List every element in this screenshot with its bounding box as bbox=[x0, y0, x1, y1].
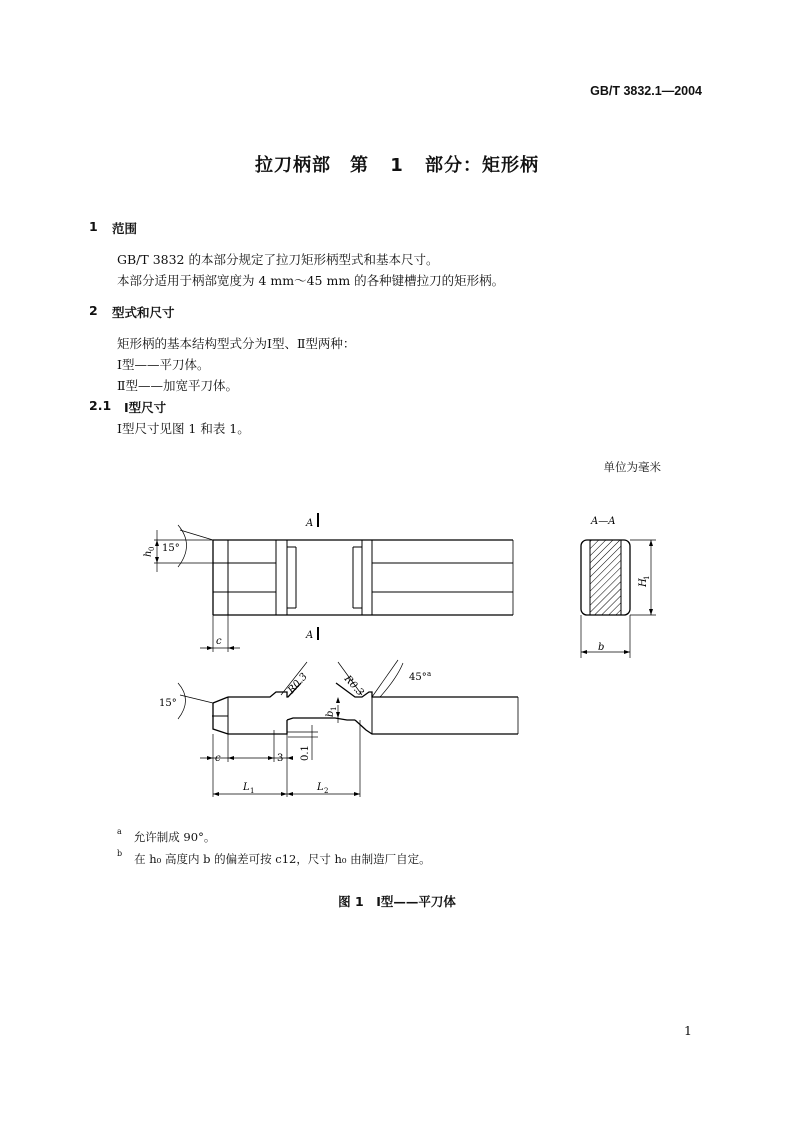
section-2-heading: 型式和尺寸 bbox=[112, 305, 175, 320]
angle-15-side: 15° bbox=[159, 698, 177, 709]
section-2-1-heading: Ⅰ型尺寸 bbox=[124, 400, 167, 415]
note-b-text: 在 h₀ 高度内 b 的偏差可按 c12，尺寸 h₀ 由制造厂自定。 bbox=[134, 852, 431, 866]
section-mark-bottom: A bbox=[306, 630, 314, 641]
page-title: 拉刀柄部 第 1 部分：矩形柄 bbox=[254, 155, 540, 176]
section-2-1-number: 2.1 bbox=[89, 398, 112, 413]
c-label-side: c bbox=[215, 753, 221, 764]
section-2-1-para-1: Ⅰ型尺寸见图 1 和表 1。 bbox=[117, 421, 250, 436]
angle-15-top: 15° bbox=[162, 543, 180, 554]
note-b-mark: b bbox=[117, 849, 123, 859]
section-1-heading: 范围 bbox=[112, 221, 138, 236]
figure-note-a bbox=[117, 829, 215, 845]
b1-label: b bbox=[325, 710, 336, 717]
section-2-para-1: 矩形柄的基本结构型式分为Ⅰ型、Ⅱ型两种： bbox=[117, 336, 356, 351]
radius-1: R0.3 bbox=[286, 671, 310, 697]
section-2-para-3: Ⅱ型——加宽平刀体。 bbox=[117, 378, 238, 393]
figure-caption: 图 1 Ⅰ型——平刀体 bbox=[338, 894, 456, 909]
section-mark-top: A bbox=[306, 518, 314, 529]
section-title: A—A bbox=[591, 516, 616, 527]
h1-label: H bbox=[638, 578, 649, 587]
section-2-number: 2 bbox=[89, 303, 98, 318]
section-1-para-1: GB/T 3832 的本部分规定了拉刀矩形柄型式和基本尺寸。 bbox=[117, 252, 439, 267]
radius-2: R0.3 bbox=[341, 673, 366, 699]
l2-subscript: 2 bbox=[324, 787, 329, 795]
angle-45: 45° bbox=[409, 672, 427, 683]
l1-label: L bbox=[243, 782, 250, 793]
b1-subscript: 1 bbox=[330, 706, 338, 711]
page-number: 1 bbox=[684, 1023, 692, 1038]
section-1-para-2: 本部分适用于柄部宽度为 4 mm～45 mm 的各种键槽拉刀的矩形柄。 bbox=[117, 273, 505, 288]
top-view bbox=[213, 540, 513, 615]
b-label: b bbox=[598, 642, 605, 653]
figure-note-b bbox=[117, 851, 431, 867]
note-a-text: 允许制成 90°。 bbox=[133, 830, 216, 844]
section-1-number: 1 bbox=[89, 219, 98, 234]
note-a-mark: a bbox=[117, 827, 122, 837]
l2-label: L bbox=[317, 782, 324, 793]
footnote-a-mark: a bbox=[427, 670, 432, 678]
section-a-a bbox=[581, 540, 656, 658]
dim-3: 3 bbox=[277, 753, 284, 764]
section-2-para-2: Ⅰ型——平刀体。 bbox=[117, 357, 210, 372]
h0-label: h bbox=[143, 550, 154, 557]
dim-01: 0.1 bbox=[300, 745, 311, 761]
c-label-top: c bbox=[216, 636, 222, 647]
standard-number: GB/T 3832.1—2004 bbox=[590, 84, 702, 98]
l1-subscript: 1 bbox=[250, 787, 255, 795]
h1-subscript: 1 bbox=[643, 575, 651, 580]
unit-note: 单位为毫米 bbox=[603, 460, 661, 474]
h0-subscript: 0 bbox=[148, 546, 156, 551]
